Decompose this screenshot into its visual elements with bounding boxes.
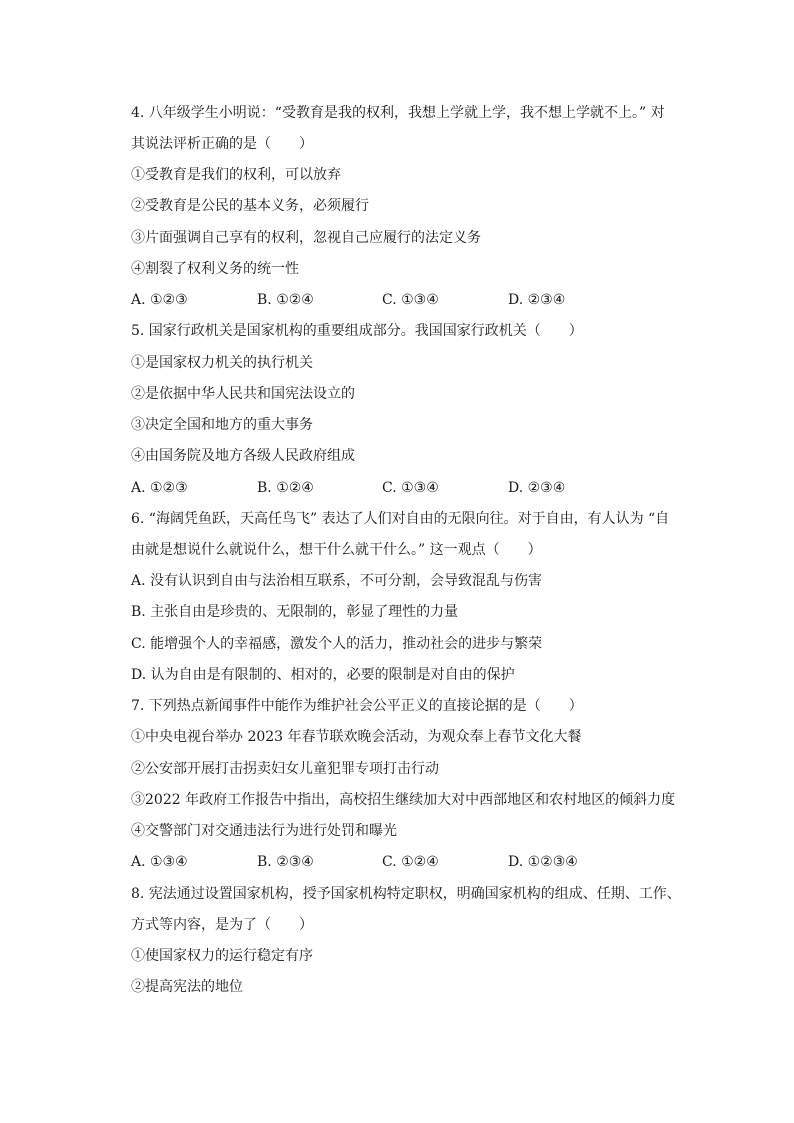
question-7-item-1: ①中央电视台举办 2023 年春节联欢晚会活动，为观众奉上春节文化大餐 — [131, 729, 582, 745]
option-d[interactable]: D. ①②③④ — [508, 854, 578, 870]
option-c[interactable]: C. ①③④ — [382, 292, 439, 308]
option-d[interactable]: D. ②③④ — [508, 480, 566, 496]
question-5-item-1: ①是国家权力机关的执行机关 — [131, 355, 313, 371]
question-4-item-3: ③片面强调自己享有的权利，忽视自己应履行的法定义务 — [131, 230, 481, 246]
question-7-item-3: ③2022 年政府工作报告中指出，高校招生继续加大对中西部地区和农村地区的倾斜力度 — [131, 792, 676, 808]
question-7-item-2: ②公安部开展打击拐卖妇女儿童犯罪专项打击行动 — [131, 761, 439, 777]
question-8-item-2: ②提高宪法的地位 — [131, 979, 243, 995]
question-7-item-4: ④交警部门对交通违法行为进行处罚和曝光 — [131, 823, 397, 839]
question-4-stem-line-1: 4. 八年级学生小明说：“受教育是我的权利，我想上学就上学，我不想上学就不上。” 对 — [131, 105, 665, 121]
question-6-option-d[interactable]: D. 认为自由是有限制的、相对的，必要的限制是对自由的保护 — [131, 667, 515, 683]
question-6-stem-line-2: 由就是想说什么就说什么，想干什么就干什么。” 这一观点（ ） — [131, 542, 542, 558]
question-5-item-2: ②是依据中华人民共和国宪法设立的 — [131, 386, 355, 402]
option-d[interactable]: D. ②③④ — [508, 292, 566, 308]
option-b[interactable]: B. ①②④ — [257, 480, 314, 496]
option-a[interactable]: A. ①③④ — [131, 854, 188, 870]
option-c[interactable]: C. ①③④ — [382, 480, 439, 496]
question-8-stem-line-1: 8. 宪法通过设置国家机构，授予国家机构特定职权，明确国家机构的组成、任期、工作、 — [131, 886, 681, 902]
option-c[interactable]: C. ①②④ — [382, 854, 439, 870]
question-6-option-b[interactable]: B. 主张自由是珍贵的、无限制的，彰显了理性的力量 — [131, 604, 459, 620]
option-b[interactable]: B. ①②④ — [257, 292, 314, 308]
option-a[interactable]: A. ①②③ — [131, 480, 188, 496]
question-5-item-4: ④由国务院及地方各级人民政府组成 — [131, 448, 355, 464]
question-6-option-a[interactable]: A. 没有认识到自由与法治相互联系，不可分割，会导致混乱与伤害 — [131, 573, 543, 589]
question-4-stem-line-2: 其说法评析正确的是（ ） — [131, 136, 313, 152]
question-5-item-3: ③决定全国和地方的重大事务 — [131, 417, 313, 433]
question-6-stem-line-1: 6. “海阔凭鱼跃，天高任鸟飞” 表达了人们对自由的无限向往。对于自由，有人认为 “自 — [131, 511, 670, 527]
question-8-stem-line-2: 方式等内容，是为了（ ） — [131, 917, 313, 933]
question-6-option-c[interactable]: C. 能增强个人的幸福感，激发个人的活力，推动社会的进步与繁荣 — [131, 636, 543, 652]
question-7-stem-line-1: 7. 下列热点新闻事件中能作为维护社会公平正义的直接论据的是（ ） — [131, 698, 583, 714]
question-5-stem-line-1: 5. 国家行政机关是国家机构的重要组成部分。我国国家行政机关（ ） — [131, 323, 583, 339]
question-4-item-1: ①受教育是我们的权利，可以放弃 — [131, 167, 341, 183]
question-4-item-2: ②受教育是公民的基本义务，必须履行 — [131, 198, 369, 214]
option-b[interactable]: B. ②③④ — [257, 854, 314, 870]
question-8-item-1: ①使国家权力的运行稳定有序 — [131, 948, 313, 964]
option-a[interactable]: A. ①②③ — [131, 292, 188, 308]
question-4-item-4: ④割裂了权利义务的统一性 — [131, 261, 299, 277]
